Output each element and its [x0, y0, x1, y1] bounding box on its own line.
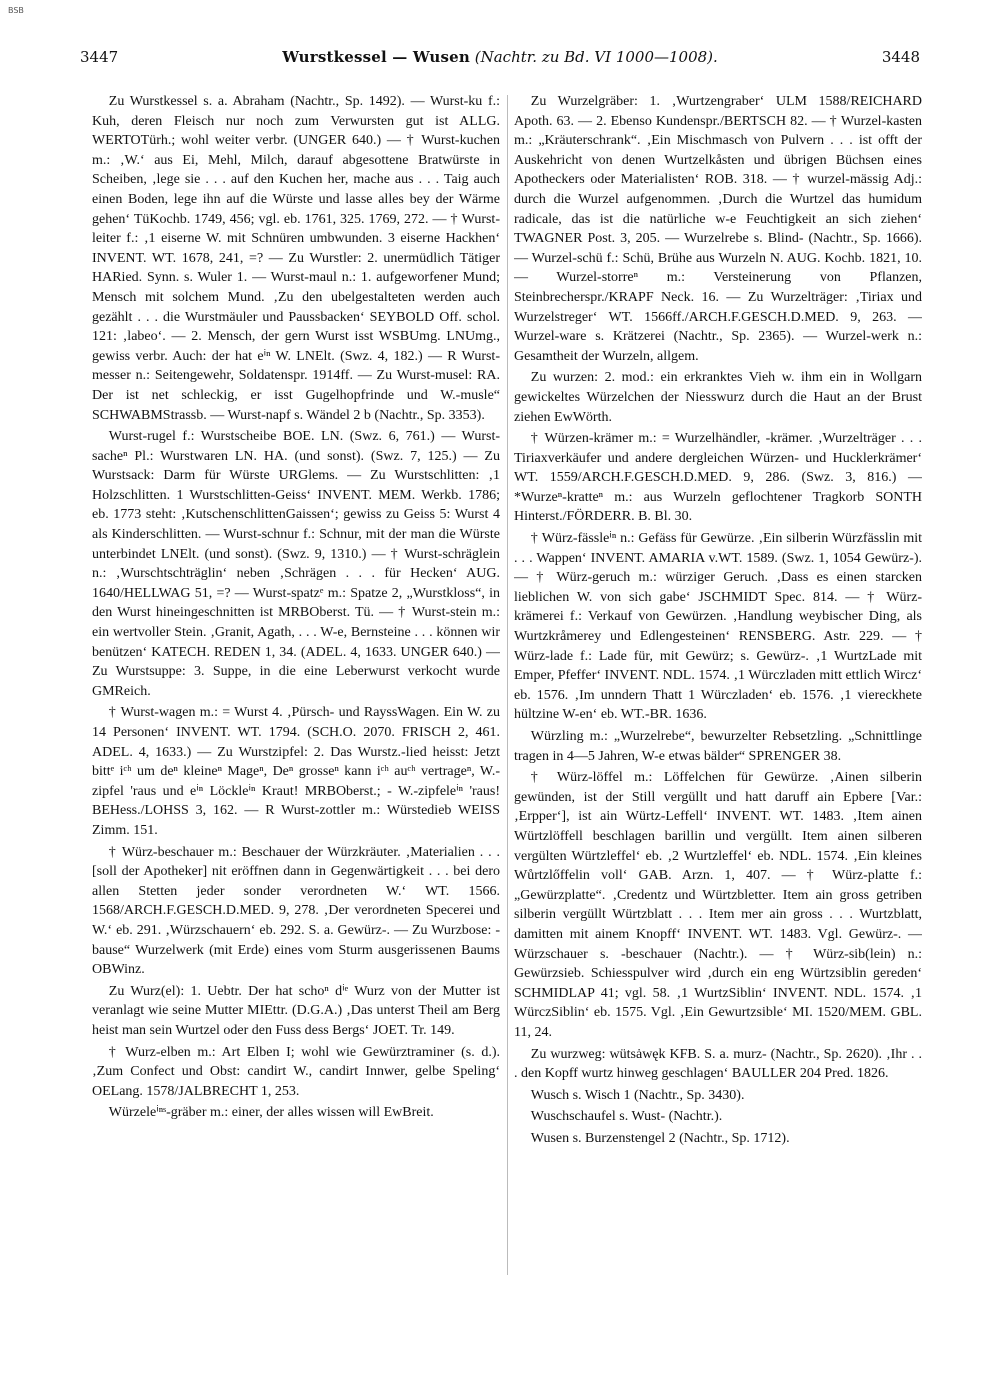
- entry-paragraph: Zu Wurz(el): 1. Uebtr. Der hat schoⁿ dⁱᵉ Wurz von der Mutter ist veranlagt wie seine Mutter MIEttr. (D.G.A.) ‚Das unterst Theil am Berg heist man sein Wurtzel oder den Fuss dess Bergs‘ JOET. Tr. 149.: [92, 983, 500, 1038]
- entry-paragraph: † Wurst-wagen m.: = Wurst 4. ‚Pürsch- und RayssWagen. Ein W. zu 14 Personen‘ INVENT. WT. 1794. (SCH.O. 2070. FRISCH 2, 461. ADEL. 4, 1633.) — Zu Wurstzipfel: 2. Das Wurstz.-lied heisst: Jetzt bittᵉ iᶜʰ um deⁿ kleineⁿ Mageⁿ, Deⁿ grosseⁿ kann iᶜʰ auᶜʰ vertrageⁿ, W.-zipfel 'raus und eⁱⁿ Löckleⁱⁿ Kraut! MRBOberst.; - W.-zipfeleⁱⁿ 'raus! BEHess./LOHSS 3, 162. — R Wurst-zottler m.: Würstedieb WEISS Zimm. 151.: [92, 705, 500, 838]
- left-page-number: 3447: [80, 48, 119, 66]
- supplement-note: (Nachtr. zu Bd. VI 1000—1008).: [474, 48, 718, 66]
- left-column: [92, 92, 500, 1282]
- entry-paragraph: Würzling m.: „Wurzelrebe“, bewurzelter Rebsetzling. „Schnittlinge tragen in 4—5 Jahren, W-e etwas bälder“ SPRENGER 38.: [514, 729, 922, 764]
- entry-paragraph: Wusen s. Burzenstengel 2 (Nachtr., Sp. 1712).: [530, 1130, 790, 1146]
- entry-paragraph: Zu Wurzelgräber: 1. ‚Wurtzengraber‘ ULM 1588/REICHARD Apoth. 63. — 2. Ebenso Kundenspr./BERTSCH 82. — † Wurzel-kasten m.: „Kräuterschrank“. ‚Ein Mischmasch von Pulvern . . . ist offt der Auskehricht von denen Wurtzelkåsten und übrigen Büchsen eines Apotheckers oder Materialisten‘ ROB. 318. — † wurzel-mässig Adj.: durch die Wurzel aufgenommen. ‚Durch die Wurtzel das humidum radicale, das ist die natürliche w-e Feuchtigkeit an sich ziehen‘ TWAGNER Post. 3, 205. — Wurzelrebe s. Blind- (Nachtr., Sp. 1666). — Wurzel-schü f.: Schü, Brühe aus Wurzeln N. AUG. Kochb. 1821, 10. — Wurzel-storreⁿ m.: Versteinerung von Pflanzen, Steinbrecherspr./KRAPF Neck. 16. — Zu Wurzelträger: ‚Tiriax und Wurzelstreger‘ WT. 1566ff./ARCH.F.GESCH.D.MED. 9, 263. — Wurzel-ware s. Krätzerei (Nachtr., Sp. 2365). — Wurzel-werk n.: Gesamtheit der Wurzeln, allgem.: [514, 94, 922, 364]
- headword-range: Wurstkessel — Wusen: [282, 48, 470, 66]
- entry-paragraph: † Würz-fässleⁱⁿ n.: Gefäss für Gewürze. ‚Ein silberin Würzfässlin mit . . . Wappen‘ INVENT. AMARIA v.WT. 1589. (Swz. 1, 1054 Gewürz-). — † Würz-geruch m.: würziger Geruch. ‚Dass es einen starcken lieblichen W. von sich gabe‘ JSCHMIDT Spec. 814. — † Würz-krämerei f.: Verkauf von Gewürzen. ‚Handlung weybischer Ding, als Wurtzkråmerey und Edlengesteinen‘ RENSBERG. Astr. 229. — † Würz-lade f.: Lade für, mit Gewürz; s. Gewürz-. ‚1 WurtzLade mit Emper, Pfeffer‘ INVENT. NDL. 1574. ‚1 Würczladen mitt ettlich Wircz‘ eb. 1576. ‚Im unndern Thatt 1 Würczladen‘ eb. 1576. ‚1 viereckhete hültzine W-en‘ eb. WT.-BR. 1636.: [514, 531, 922, 723]
- right-page-number: 3448: [881, 48, 920, 66]
- page-header: [80, 48, 920, 70]
- entry-paragraph: Zu Wurstkessel s. a. Abraham (Nachtr., Sp. 1492). — Wurst-ku f.: Kuh, deren Fleisch nur noch zum Verwursten gut ist ALLG. WERTOTürh.; wohl weiter verbr. (UNGER 640.) — † Wurst-kuchen m.: ‚W.‘ aus Ei, Mehl, Milch, darauf abgesottene Bratwürste in Scheiben, ‚lege sie . . . auf den Kuchen her, mache aus . . . Taig auch einen Boden, lege ihn auf die Würste und lasse alles bey der Wärme gehen‘ TüKochb. 1749, 456; vgl. eb. 1761, 325. 1769, 272. — † Wurst-leiter f.: ‚1 eiserne W. mit Schnüren umbwunden. 3 eiserne Hackhen‘ INVENT. WT. 1678, 241, =? — Zu Wurstler: 2. unermüdlich Tätiger HARied. Synn. s. Wuler 1. — Wurst-maul n.: 1. aufgeworfener Mund; Mensch mit solchem Mund. ‚Zu den ubelgestalteten werden auch gezählt . . . die Wurstmäuler und Paussbacken‘ SEYBOLD Off. schol. 121: ‚labeo‘. — 2. Mensch, der gern Wurst isst WSBUmg. LNUmg., gewiss verbr. Auch: der hat eⁱⁿ W. LNElt. (Swz. 4, 182.) — R Wurst-messer n.: Seitengewehr, Soldatenspr. 1914ff. — Zu Wurst-musel: RA. Der ist net schleckig, er isst Gugelhopfrinde und W.-musle“ SCHWABMStrassb. — Wurst-napf s. Wändel 2 b (Nachtr., Sp. 3353).: [92, 94, 500, 423]
- entry-paragraph: Zu wurzen: 2. mod.: ein erkranktes Vieh w. ihm ein in Wollgarn gewickeltes Würzelchen der Niesswurz durch die Haut an der Brust ziehen EwWörth.: [514, 370, 922, 425]
- running-title: [80, 48, 920, 66]
- column-divider: [507, 95, 508, 1275]
- entry-paragraph: Zu wurzweg: wütsȧwęk KFB. S. a. murz- (Nachtr., Sp. 2620). ‚Ihr . . . den Kopff wurtz hinweg geschlagen‘ BAULLER 204 Pred. 1826.: [514, 1046, 922, 1082]
- entry-paragraph: Würzeleⁱⁿˢ-gräber m.: einer, der alles wissen will EwBreit.: [108, 1105, 434, 1121]
- entry-paragraph: † Wurz-elben m.: Art Elben I; wohl wie Gewürztraminer (s. d.). ‚Zum Confect und Obst: candirt W., candirt Innwer, gelbe Speling‘ OELang. 1578/JALBRECHT 1, 253.: [92, 1044, 500, 1099]
- library-stamp: BSB: [8, 6, 24, 15]
- entry-paragraph: † Würzen-krämer m.: = Wurzelhändler, -krämer. ‚Wurzelträger . . . Tiriaxverkäufer und andere dergleichen Würzen- und Hucklerkrämer‘ WT. 1559/ARCH.F.GESCH.D.MED. 9, 286. (Swz. 3, 816.) — *Wurzeⁿ-kratteⁿ m.: aus Wurzeln geflochtener Tragkorb SONTH Hinterst./FÖRDERR. B. Bl. 30.: [514, 431, 922, 525]
- entry-paragraph: Wurst-rugel f.: Wurstscheibe BOE. LN. (Swz. 6, 761.) — Wurst-sacheⁿ Pl.: Wurstwaren LN. HA. (und sonst). (Swz. 7, 125.) — Zu Wurstsack: Darm für Würste URGlems. — Zu Wurstschlitten: ‚1 Holzschlitten. 1 Wurstschlitten-Geiss‘ INVENT. MEM. Werkb. 1786; eb. 1773 steht: ‚KutschenschlittenGaissen‘; gewiss zu Geiss 5: Wurst 4 als Kinderschlitten. — Wurst-schnur f.: Schnur, mit der man die Würste unterbindet LNElt. (und sonst). (Swz. 9, 1310.) — † Wurst-schräglein n.: ‚Wurschtschträglin‘ neben ‚Schrägen . . . für Hecken‘ AUG. 1640/HELLWAG 51, =? — Wurst-spatzᵉ m.: Spatze 2, „Wurstkloss“, in den Wurst hineingeschnitten ist MRBOberst. Tü. — † Wurst-stein m.: ein wertvoller Stein. ‚Granit, Agath, . . . W-e, Bernsteine . . . können wir benützen‘ KATECH. REDEN 1, 34. (ADEL. 4, 1633. UNGER 640.) — Zu Wurstsuppe: 3. Suppe, in die eine Leberwurst verkocht wurde GMReich.: [92, 429, 500, 699]
- entry-paragraph: † Würz-löffel m.: Löffelchen für Gewürze. ‚Ainen silberin gewünden, ist der Still vergüllt und hatt daruff ain Epbere [Var.: ‚Erpper‘], ist ain Würtz-Leffell‘ INVENT. WT. 1483. ‚Item ainen Würtzlöffell beschlagen barillin und vergüllt. Item ainen silberen vergülten Würtzleffel‘ eb. ‚2 Wurtzleffel‘ eb. NDL. 1574. ‚Ein kleines Wůrtzlőffelin voll‘ GAB. Arzn. 1, 407. — † Würz-platte f.: „Gewürzplatte“. ‚Credentz und Würtzbletter. Item ain gross getriben silberin vergüllt Würtzblatt . . . Item mer ain gross . . . Wurtzblatt, damitten mit ainem Knopff‘ INVENT. WT. 1483. Vgl. Gewürz-. — Würzschauer s. -beschauer (Nachtr.). — † Würz-sib(lein) n.: Gewürzsieb. Schiesspulver wird ‚durch ein eng Würtzsiblin gereden‘ SCHMIDLAP 41; vgl. 58. ‚1 WurtzSiblin‘ INVENT. NDL. 1574. ‚1 WürczSiblin‘ eb. 1575. Vgl. ‚Ein Gewurtzsible‘ MI. 1520/MEM. GBL. 11, 24.: [514, 770, 922, 1040]
- right-column: [514, 92, 922, 1282]
- entry-paragraph: Wuschschaufel s. Wust- (Nachtr.).: [530, 1109, 723, 1125]
- entry-paragraph: † Würz-beschauer m.: Beschauer der Würzkräuter. ‚Materialien . . . [soll der Apotheker] nit eröffnen dann in Gegenwärtigkeit . . . bei dero allen Stetten jeder sonder verordneten W.‘ WT. 1566. 1568/ARCH.F.GESCH.D.MED. 9, 278. ‚Der verordneten Specerei und W.‘ eb. 291. ‚Würzschauern‘ eb. 292. S. a. Gewürz-. — Zu Wurzbose: -bause“ Wurzelwerk (mit Erde) eines vom Sturm ausgerissenen Baums OBWinz.: [92, 844, 500, 978]
- entry-paragraph: Wusch s. Wisch 1 (Nachtr., Sp. 3430).: [530, 1087, 745, 1103]
